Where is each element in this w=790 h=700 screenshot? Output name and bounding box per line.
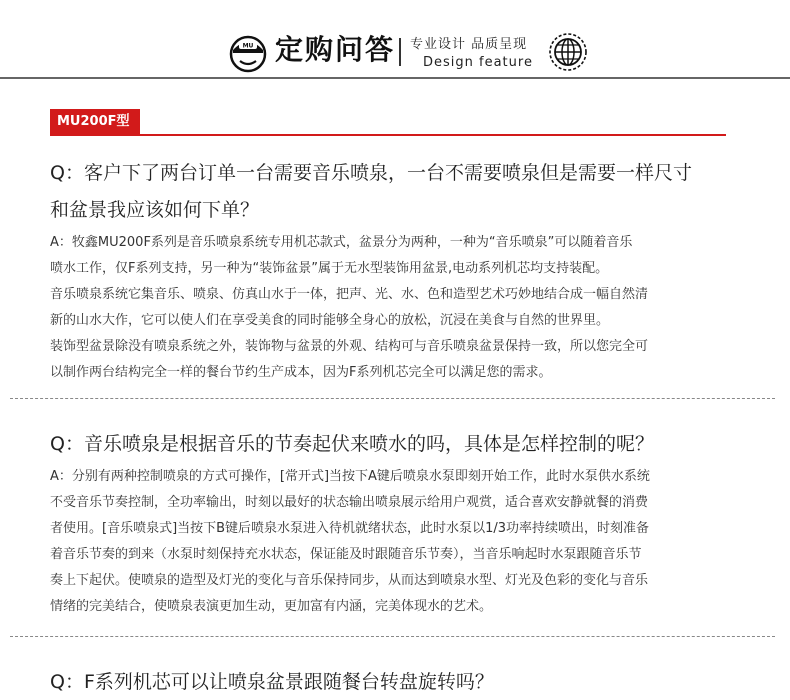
model-tag: MU200F型 [50,109,140,134]
page-title: 定购问答 [275,33,396,66]
svg-text:MU: MU [242,42,254,50]
section-divider [10,636,775,637]
faq-question: Q：F系列机芯可以让喷泉盆景跟随餐台转盘旋转吗？ [50,671,494,693]
globe-icon [548,32,588,72]
header-divider [399,38,401,66]
faq-question: 和盆景我应该如何下单？ [50,199,260,221]
faq-answer-line: 新的山水大作，它可以使人们在享受美食的同时能够全身心的放松，沉浸在美食与自然的世界里。 [50,313,610,328]
header-underline [0,77,790,79]
faq-question: Q：音乐喷泉是根据音乐的节奏起伏来喷水的吗，具体是怎样控制的呢？ [50,433,654,455]
faq-answer-line: 情绪的完美结合，使喷泉表演更加生动，更加富有内涵，完美体现水的艺术。 [50,599,493,614]
faq-answer-line: A：牧鑫MU200F系列是音乐喷泉系统专用机芯款式，盆景分为两种，一种为“音乐喷泉”可以随着音乐 [50,235,633,250]
faq-answer-line: 以制作两台结构完全一样的餐台节约生产成本，因为F系列机芯完全可以满足您的需求。 [50,365,552,380]
header-subtitle-en: Design feature [423,55,533,70]
faq-answer-line: 装饰型盆景除没有喷泉系统之外，装饰物与盆景的外观、结构可与音乐喷泉盆景保持一致，所以您完全可 [50,339,649,354]
faq-answer-line: 喷水工作，仅F系列支持，另一种为“装饰盆景”属于无水型装饰用盆景,电动系列机芯均支持装配。 [50,261,609,276]
page-header [0,0,790,78]
faq-answer-line: A：分别有两种控制喷泉的方式可操作，[常开式]当按下A键后喷泉水泵即刻开始工作，此时水泵供水系统 [50,469,650,484]
mascot-logo-icon [228,32,268,74]
faq-answer-line: 音乐喷泉系统它集音乐、喷泉、仿真山水于一体，把声、光、水、色和造型艺术巧妙地结合成一幅自然清 [50,287,649,302]
faq-question: Q：客户下了两台订单一台需要音乐喷泉，一台不需要喷泉但是需要一样尺寸 [50,162,692,184]
faq-answer-line: 着音乐节奏的到来（水泵时刻保持充水状态，保证能及时跟随音乐节奏），当音乐响起时水泵跟随音乐节 [50,547,642,562]
faq-answer-line: 不受音乐节奏控制，全功率输出，时刻以最好的状态输出喷泉展示给用户观赏，适合喜欢安静就餐的消费 [50,495,649,510]
model-tag-underline [50,134,726,136]
faq-answer-line: 奏上下起伏。使喷泉的造型及灯光的变化与音乐保持同步，从而达到喷泉水型、灯光及色彩的变化与音乐 [50,573,649,588]
header-subtitle-cn: 专业设计 品质呈现 [410,37,528,52]
faq-answer-line: 者使用。[音乐喷泉式]当按下B键后喷泉水泵进入待机就绪状态，此时水泵以1/3功率持续喷出，时刻准备 [50,521,649,536]
section-divider [10,398,775,399]
